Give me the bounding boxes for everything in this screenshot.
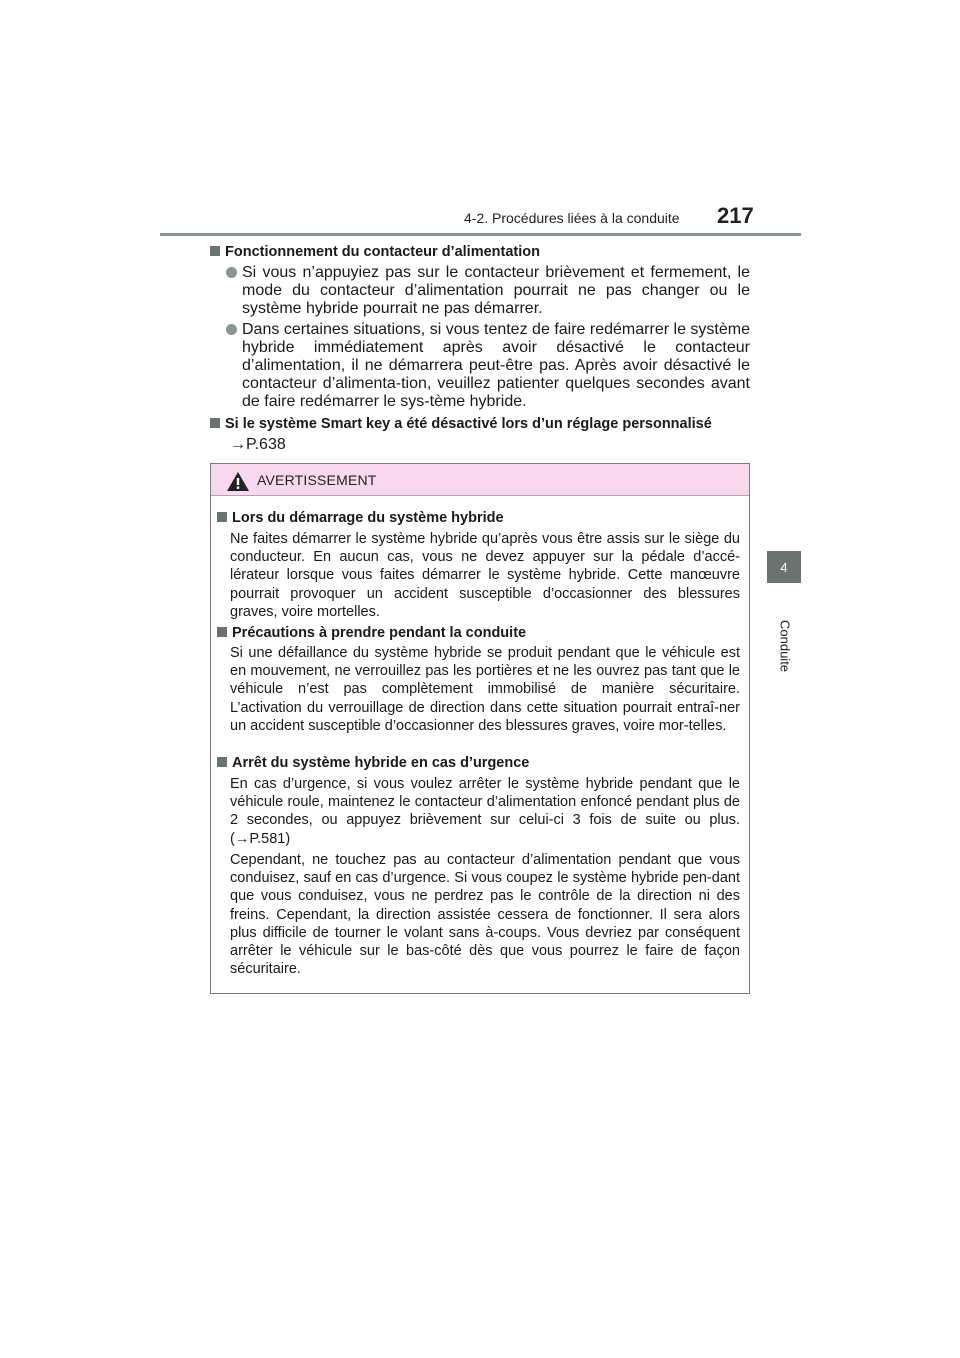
warning-heading: AVERTISSEMENT [257, 472, 377, 488]
warning-paragraph: Si une défaillance du système hybride se produit pendant que le véhicule est en mouvement, ne verrouillez pas les portières et ne les ouvrez pas tant que le véhicule n’est pas complètement immobilisé de manière sécuritaire. L’activation du verrouillage de direction dans cette situation pourrait entraî-ner un accident susceptible d’occasionner des blessures graves, voire mor-telles. [230, 645, 740, 734]
circle-bullet-icon [226, 324, 237, 335]
section-title: Fonctionnement du contacteur d’alimentation [210, 243, 540, 261]
section-heading: 4-2. Procédures liées à la conduite [464, 210, 680, 226]
warning-paragraph: Ne faites démarrer le système hybride qu’après vous être assis sur le siège du conducteur. En aucun cas, vous ne devez appuyer sur la pédale d’accé-lérateur lorsque vous faites démarrer le système hybride. Cette manœuvre pourrait provoquer un accident susceptible d’occasionner des blessures graves, voire mortelles. [230, 531, 740, 620]
warning-paragraph: Cependant, ne touchez pas au contacteur d’alimentation pendant que vous conduisez, sauf en cas d’urgence. Si vous coupez le système hybride pen-dant que vous conduisez, vous ne perdrez pas le contrôle de la direction ni des freins. Cependant, la direction assistée cessera de fonctionner. Il sera alors plus difficile de tourner le volant sans à-coups. Vous devriez par conséquent arrêter le véhicule sur le bas-côté dès que vous pourrez le faire de façon sécuritaire. [230, 852, 740, 978]
warning-header [211, 464, 749, 496]
square-bullet-icon [217, 512, 227, 522]
header-divider [160, 233, 801, 236]
circle-bullet-icon [226, 267, 237, 278]
square-bullet-icon [217, 757, 227, 767]
square-bullet-icon [210, 418, 220, 428]
warning-triangle-icon [226, 471, 250, 492]
section-title: Si le système Smart key a été désactivé lors d’un réglage personnalisé [210, 415, 712, 433]
list-item: Si vous n’appuyiez pas sur le contacteur brièvement et fermement, le mode du contacteur d’alimentation pourrait ne pas changer ou le système hybride pourrait ne pas démarrer. [242, 264, 750, 318]
warning-box [210, 463, 750, 994]
warning-paragraph: En cas d’urgence, si vous voulez arrêter le système hybride pendant que le véhicule roule, maintenez le contacteur d’alimentation enfoncé pendant plus de 2 secondes, ou appuyez brièvement sur celui-ci 3 fois de suite ou plus. (→P.581) [230, 776, 740, 847]
warning-item-title: Lors du démarrage du système hybride [217, 509, 504, 527]
page-number: 217 [717, 203, 754, 228]
chapter-number: 4 [780, 559, 788, 575]
list-item: Dans certaines situations, si vous tentez de faire redémarrer le système hybride immédiatement après avoir désactivé le contacteur d’alimentation, il ne démarrera peut-être pas. Après avoir désactivé le contacteur d’alimenta-tion, veuillez patienter quelques secondes avant de faire redémarrer le sys-tème hybride. [242, 321, 750, 411]
chapter-tab[interactable] [767, 551, 801, 583]
square-bullet-icon [217, 627, 227, 637]
chapter-label: Conduite [777, 620, 793, 673]
warning-item-title: Arrêt du système hybride en cas d’urgence [217, 754, 529, 772]
page-reference-link[interactable]: →P.638 [230, 436, 286, 453]
square-bullet-icon [210, 246, 220, 256]
warning-item-title: Précautions à prendre pendant la conduite [217, 624, 526, 642]
